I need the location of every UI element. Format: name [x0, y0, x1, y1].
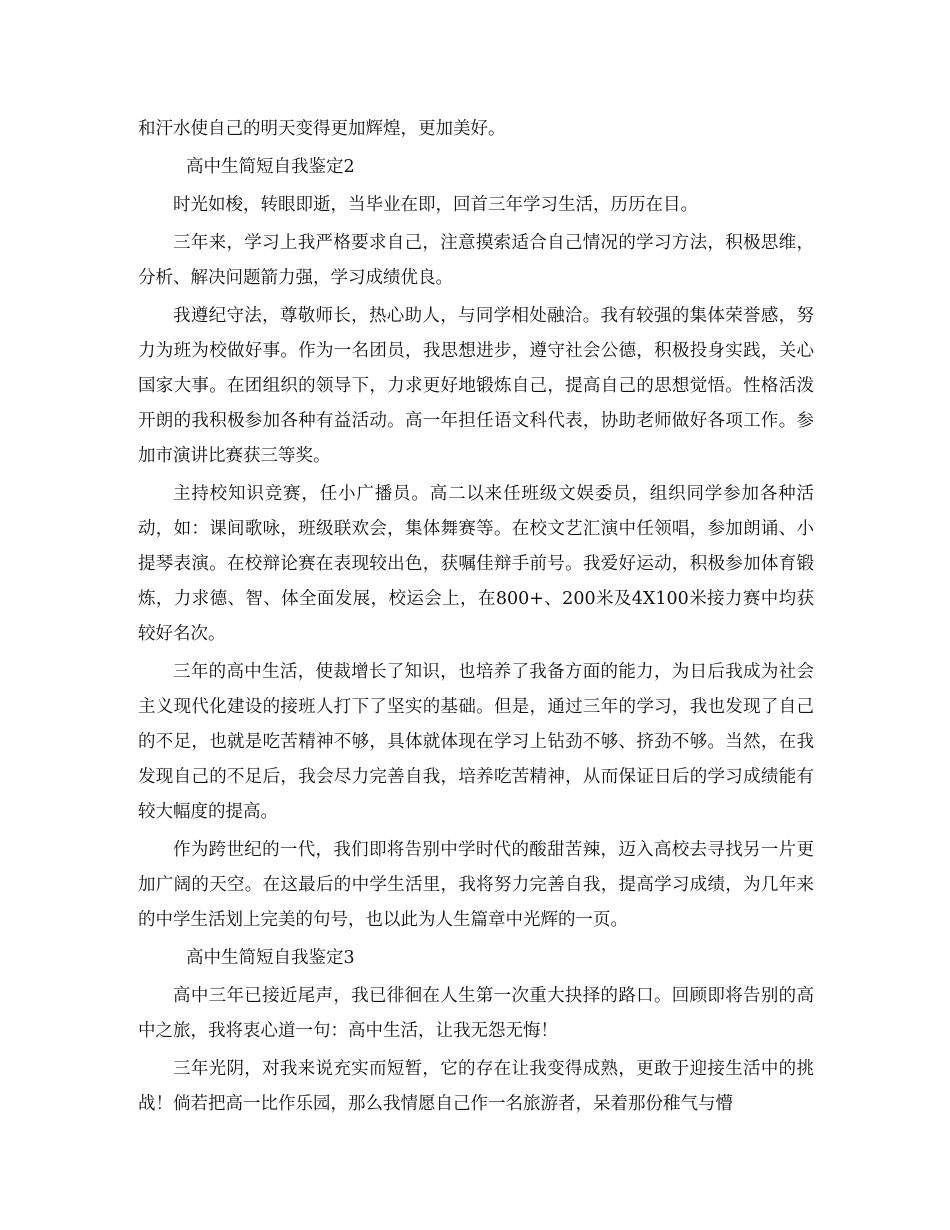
paragraph: 主持校知识竞赛，任小广播员。高二以来任班级文娱委员，组织同学参加各种活动，如：课间歌咏，班级联欢会，集体舞赛等。在校文艺汇演中任领唱，参加朗诵、小提琴表演。在校辩论赛在表现较出色，获嘱佳辩手前号。我爱好运动，积极参加体育锻炼，力求德、智、体全面发展，校运会上，在800+、200米及4X100米接力赛中均获较好名次。 — [138, 484, 814, 644]
section-heading-3: 高中生简短自我鉴定3 — [186, 948, 355, 968]
paragraph: 三年来，学习上我严格要求自己，注意摸索适合自己情况的学习方法，积极思维，分析、解决问题箭力强，学习成绩优良。 — [138, 233, 814, 288]
paragraph: 时光如梭，转眼即逝，当毕业在即，回首三年学习生活，历历在目。 — [173, 195, 698, 215]
section-heading-2: 高中生简短自我鉴定2 — [186, 157, 355, 177]
paragraph: 三年光阴，对我来说充实而短暂，它的存在让我变得成熟，更敢于迎接生活中的挑战！倘若把高一比作乐园，那么我情愿自己作一名旅游者，呆着那份稚气与懵 — [138, 1059, 814, 1114]
paragraph: 我遵纪守法，尊敬师长，热心助人，与同学相处融洽。我有较强的集体荣誉感，努力为班为校做好事。作为一名团员，我思想进步，遵守社会公德，积极投身实践，关心国家大事。在团组织的领导下，力求更好地锻炼自己，提高自己的思想觉悟。性格活泼开朗的我积极参加各种有益活动。高一年担任语文科代表，协助老师做好各项工作。参加市演讲比赛获三等奖。 — [138, 306, 814, 466]
paragraph: 作为跨世纪的一代，我们即将告别中学时代的酸甜苦辣，迈入高校去寻找另一片更加广阔的天空。在这最后的中学生活里，我将努力完善自我，提高学习成绩，为几年来的中学生活划上完美的句号，也以此为人生篇章中光辉的一页。 — [138, 840, 814, 930]
paragraph: 高中三年已接近尾声，我已徘徊在人生第一次重大抉择的路口。回顾即将告别的高中之旅，我将衷心道一句：高中生活，让我无怨无悔！ — [138, 986, 814, 1041]
paragraph: 三年的高中生活，使裁增长了知识，也培养了我备方面的能力，为日后我成为社会主义现代化建设的接班人打下了坚实的基础。但是，通过三年的学习，我也发现了自己的不足，也就是吃苦精神不够，具体就体现在学习上钻劲不够、挤劲不够。当然，在我发现自己的不足后，我会尽力完善自我，培养吃苦精神，从而保证日后的学习成绩能有较大幅度的提高。 — [138, 662, 814, 822]
paragraph-continuation: 和汗水使自己的明天变得更加辉煌，更加美好。 — [138, 119, 506, 139]
document-body — [138, 112, 814, 1125]
